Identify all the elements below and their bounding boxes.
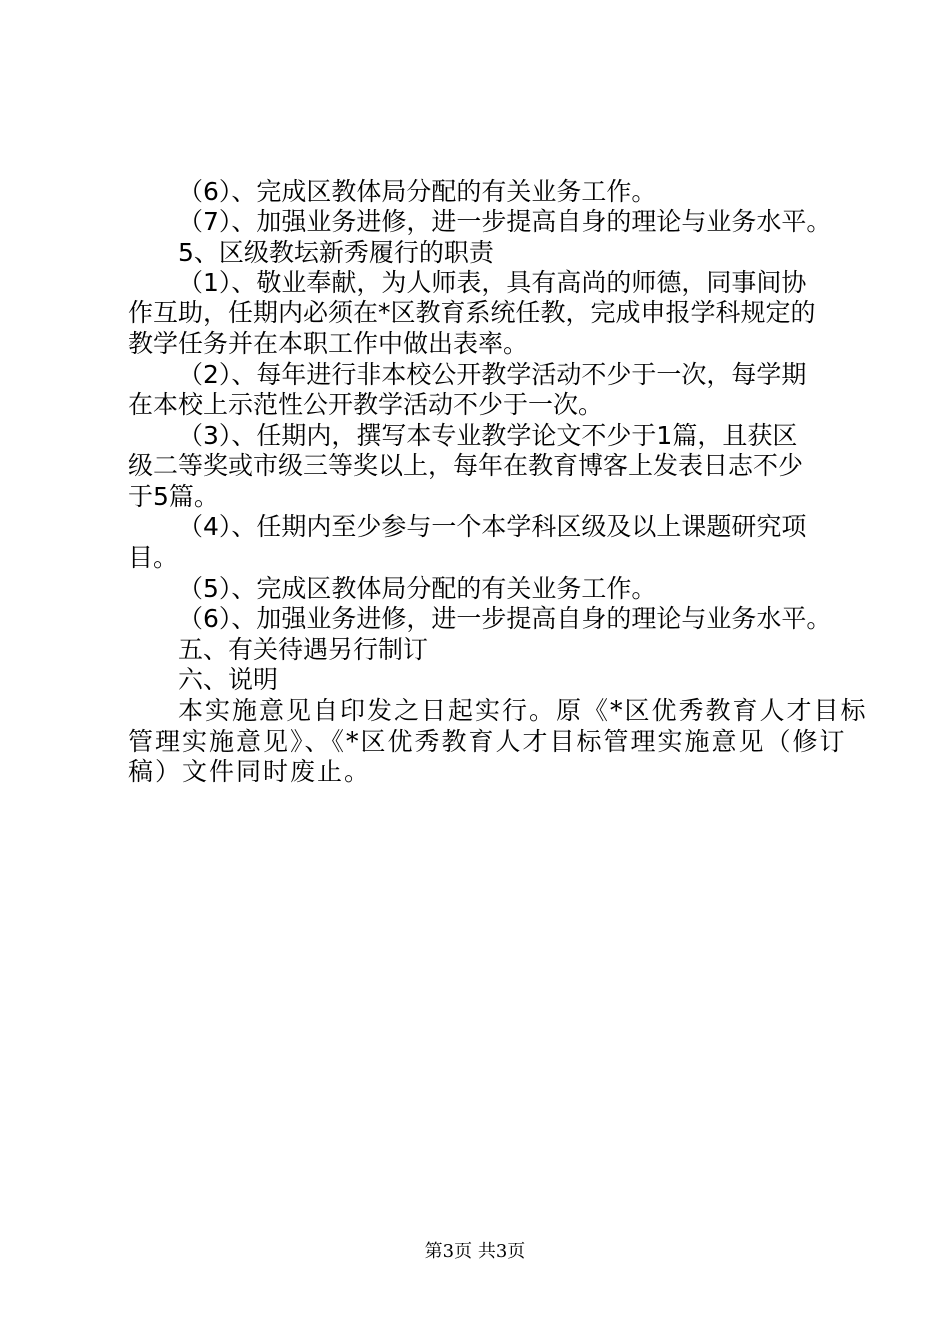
- text-line: （3）、任期内，撰写本专业教学论文不少于1篇，且获区: [178, 421, 798, 450]
- text-line: 目。: [128, 543, 179, 572]
- text-line: （5）、完成区教体局分配的有关业务工作。: [178, 574, 657, 603]
- text-line: 教学任务并在本职工作中做出表率。: [128, 329, 529, 358]
- text-line: （2）、每年进行非本校公开教学活动不少于一次，每学期: [178, 360, 807, 389]
- text-line: 在本校上示范性公开教学活动不少于一次。: [128, 390, 604, 419]
- text-line: （4）、任期内至少参与一个本学科区级及以上课题研究项: [178, 512, 807, 541]
- section-heading: 六、说明: [178, 665, 279, 694]
- text-line: （1）、敬业奉献，为人师表，具有高尚的师德，同事间协: [178, 268, 807, 297]
- text-line: （6）、加强业务进修，进一步提高自身的理论与业务水平。: [178, 604, 832, 633]
- text-line: （7）、加强业务进修，进一步提高自身的理论与业务水平。: [178, 207, 832, 236]
- section-heading: 五、有关待遇另行制订: [178, 635, 429, 664]
- page-number-footer: 第3页 共3页: [424, 1241, 526, 1262]
- section-heading: 5、区级教坛新秀履行的职责: [178, 238, 494, 267]
- text-line: （6）、完成区教体局分配的有关业务工作。: [178, 177, 657, 206]
- text-line: 管理实施意见》、《*区优秀教育人才目标管理实施意见（修订: [128, 727, 847, 756]
- text-line: 级二等奖或市级三等奖以上，每年在教育博客上发表日志不少: [128, 451, 804, 480]
- text-line: 作互助，任期内必须在*区教育系统任教，完成申报学科规定的: [128, 298, 816, 327]
- text-line: 稿）文件同时废止。: [128, 757, 372, 786]
- text-line: 本实施意见自印发之日起实行。原《*区优秀教育人才目标: [178, 696, 868, 725]
- text-line: 于5篇。: [128, 482, 219, 511]
